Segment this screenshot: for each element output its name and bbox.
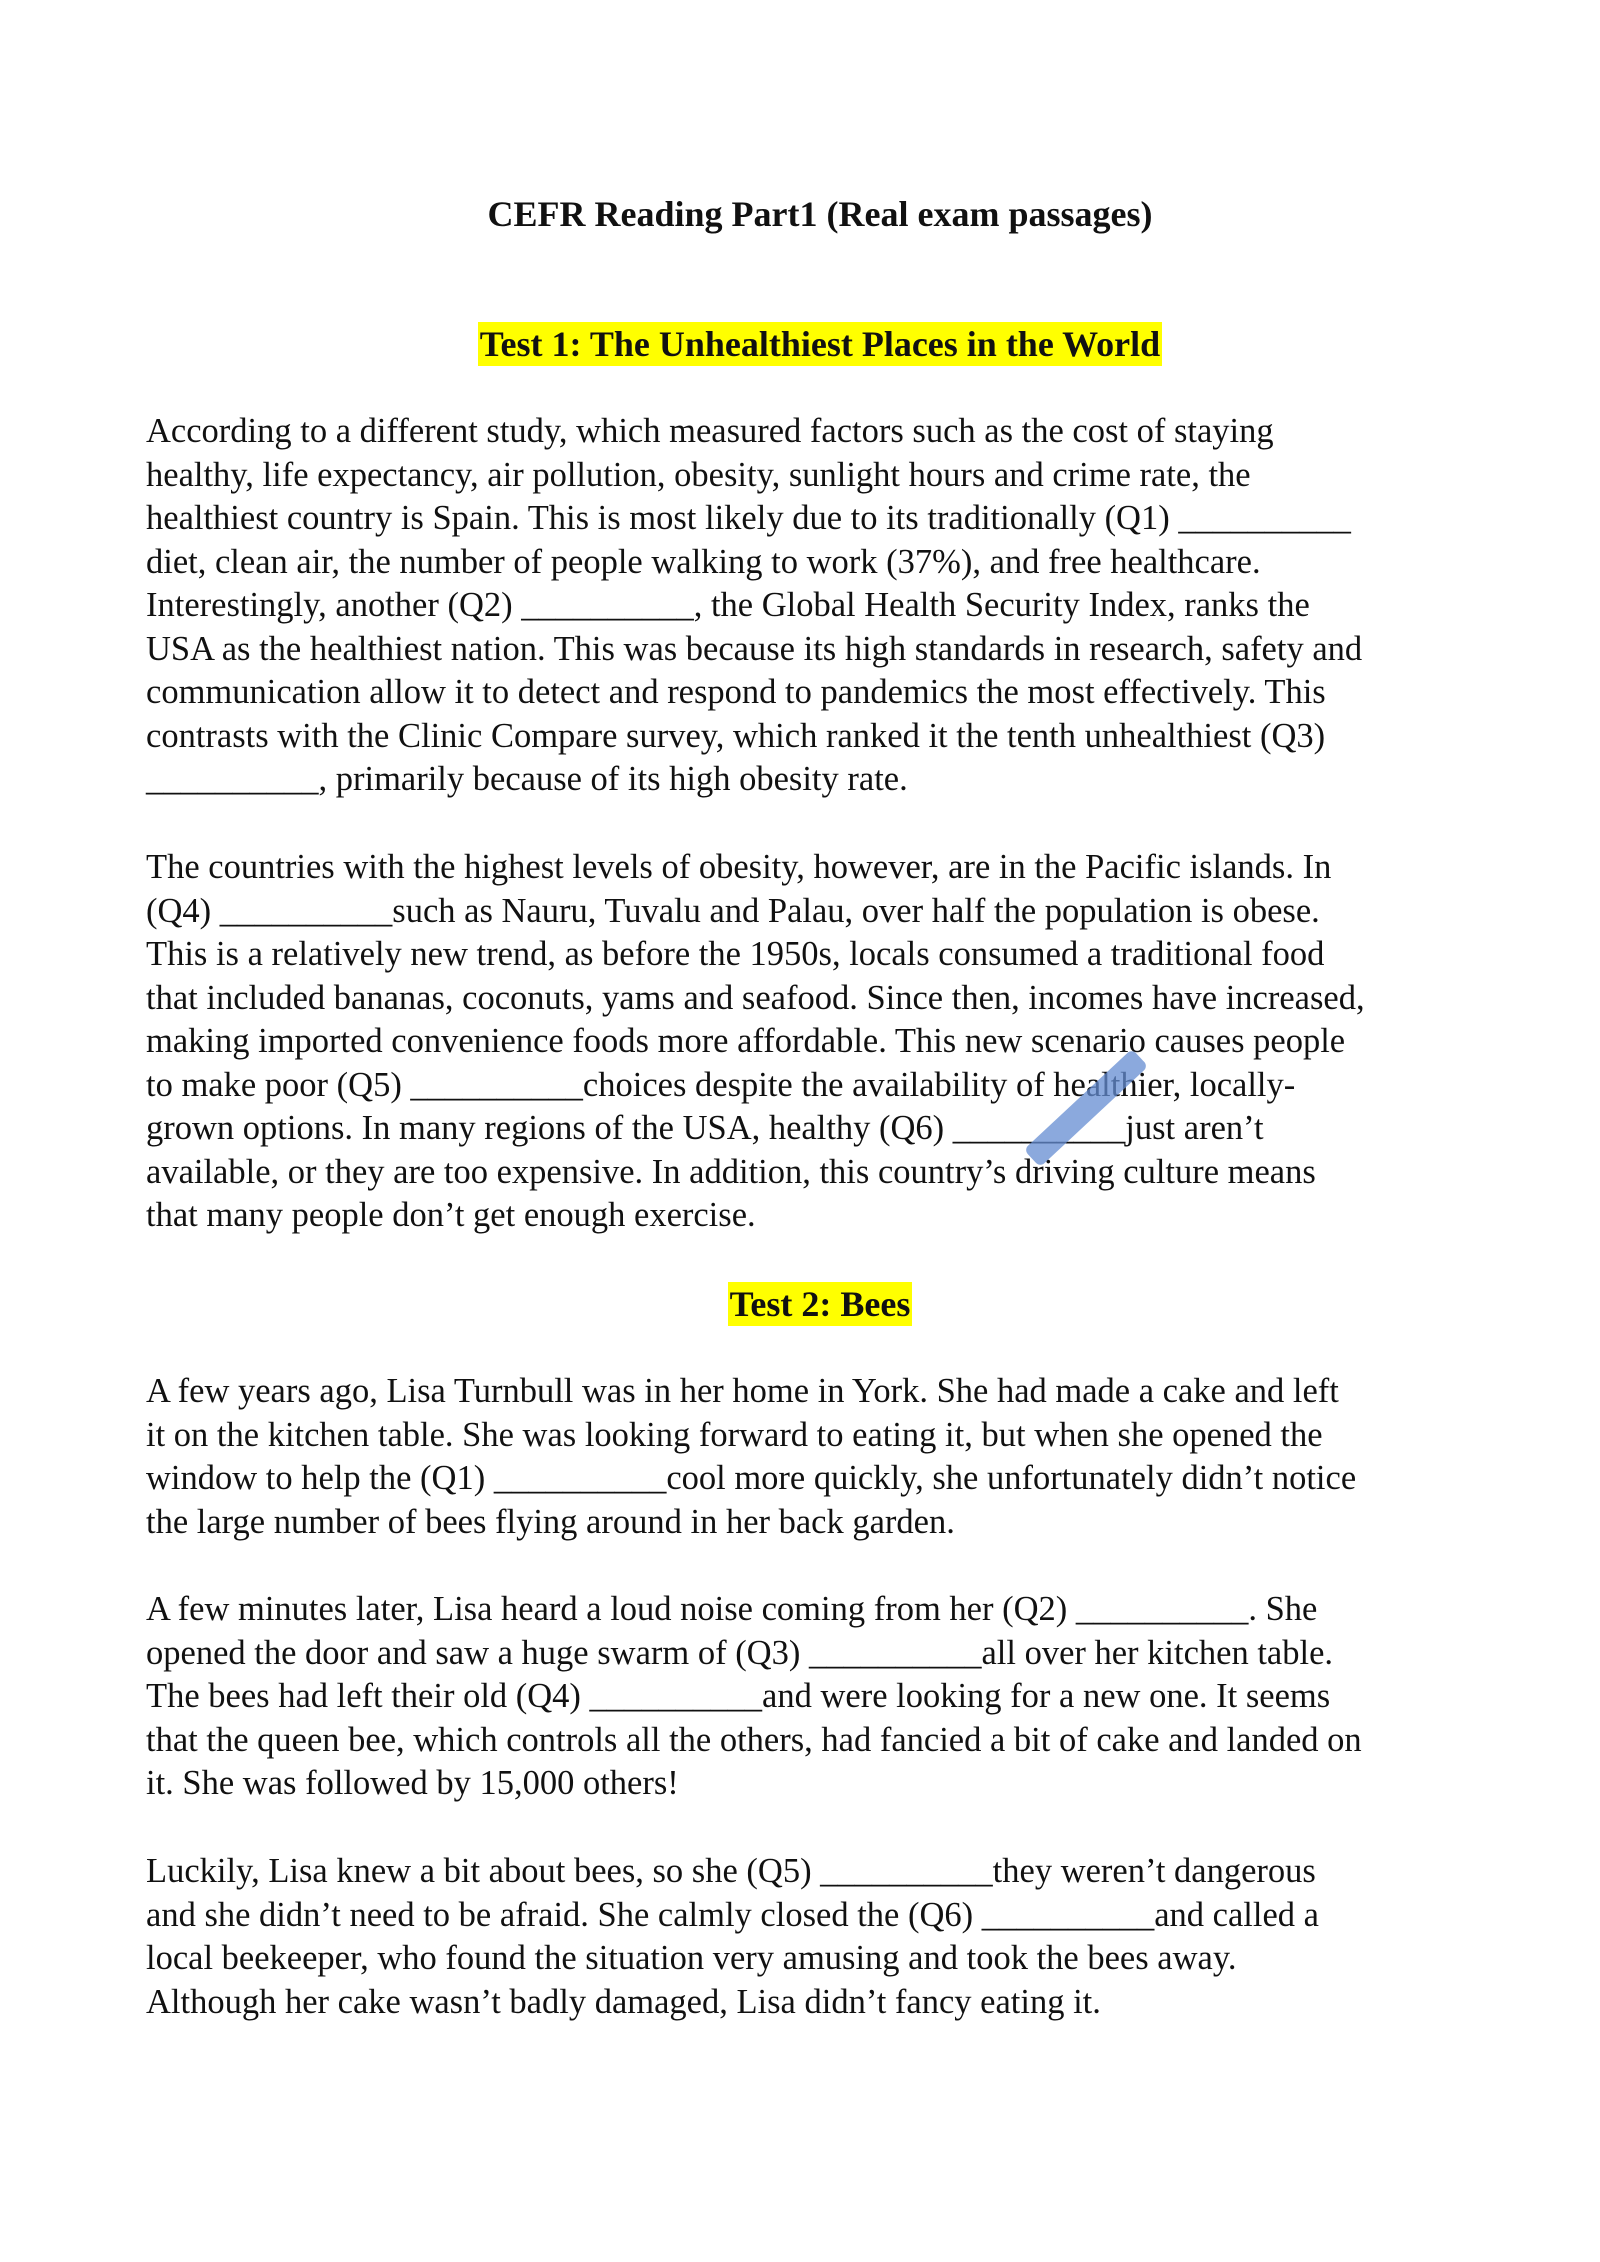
test2-paragraph-3: Luckily, Lisa knew a bit about bees, so she (Q5) __________they weren’t dangerous and she didn’t need to be afraid. She calmly closed the (Q6) __________and called a local beekeeper, who found the situation very amusing and took the bees away. Although her cake wasn’t badly damaged, Lisa didn’t fancy eating it. — [146, 1852, 1319, 2021]
document-title: CEFR Reading Part1 (Real exam passages) — [487, 194, 1153, 234]
test2-heading: Test 2: Bees — [729, 1284, 911, 1324]
test2-heading-wrap — [0, 1282, 1600, 1326]
test1-heading: Test 1: The Unhealthiest Places in the World — [479, 324, 1161, 364]
test1-heading-wrap — [0, 322, 1600, 366]
test1-paragraph-2: The countries with the highest levels of obesity, however, are in the Pacific islands. In (Q4) __________such as Nauru, Tuvalu and Palau, over half the population is obese. This is a relatively new trend, as before the 1950s, locals consumed a traditional food that included bananas, coconuts, yams and seafood. Since then, incomes have increased, making imported convenience foods more affordable. This new scenario causes people to make poor (Q5) __________choices despite the availability of locally- grown options. In many regions of the USA, healthy (Q6) aren’t available, or they are too expensive. In addition, this country’s driving culture means that many people don’t get enough exercise. — [146, 848, 1365, 1234]
test1-paragraph-1: According to a different study, which measured factors such as the cost of staying healthy, life expectancy, air pollution, obesity, sunlight hours and crime rate, the healthiest country is Spain. This is most likely due to its traditionally (Q1) __________ diet, clean air, the number of people walking to work (37%), and free healthcare. Interestingly, another (Q2) __________, the Global Health Security Index, ranks the USA as the healthiest nation. This was because its high standards in research, safety and communication allow it to detect and respond to pandemics the most effectively. This contrasts with the Clinic Compare survey, which ranked it the tenth unhealthiest (Q3) __________, primarily because of its high obesity rate. — [146, 412, 1363, 798]
test2-paragraph-1: A few years ago, Lisa Turnbull was in her home in York. She had made a cake and left it on the kitchen table. She was looking forward to eating it, but when she opened the window to help the (Q1) __________cool more quickly, she unfortunately didn’t notice the large number of bees flying around in her back garden. — [146, 1372, 1357, 1541]
test2-paragraph-2: A few minutes later, Lisa heard a loud noise coming from her (Q2) __________. She opened the door and saw a huge swarm of (Q3) __________all over her kitchen table. The bees had left their old (Q4) __________and were looking for a new one. It seems that the queen bee, which controls all the others, had fancied a bit of cake and landed on it. She was followed by 15,000 others! — [146, 1590, 1362, 1802]
